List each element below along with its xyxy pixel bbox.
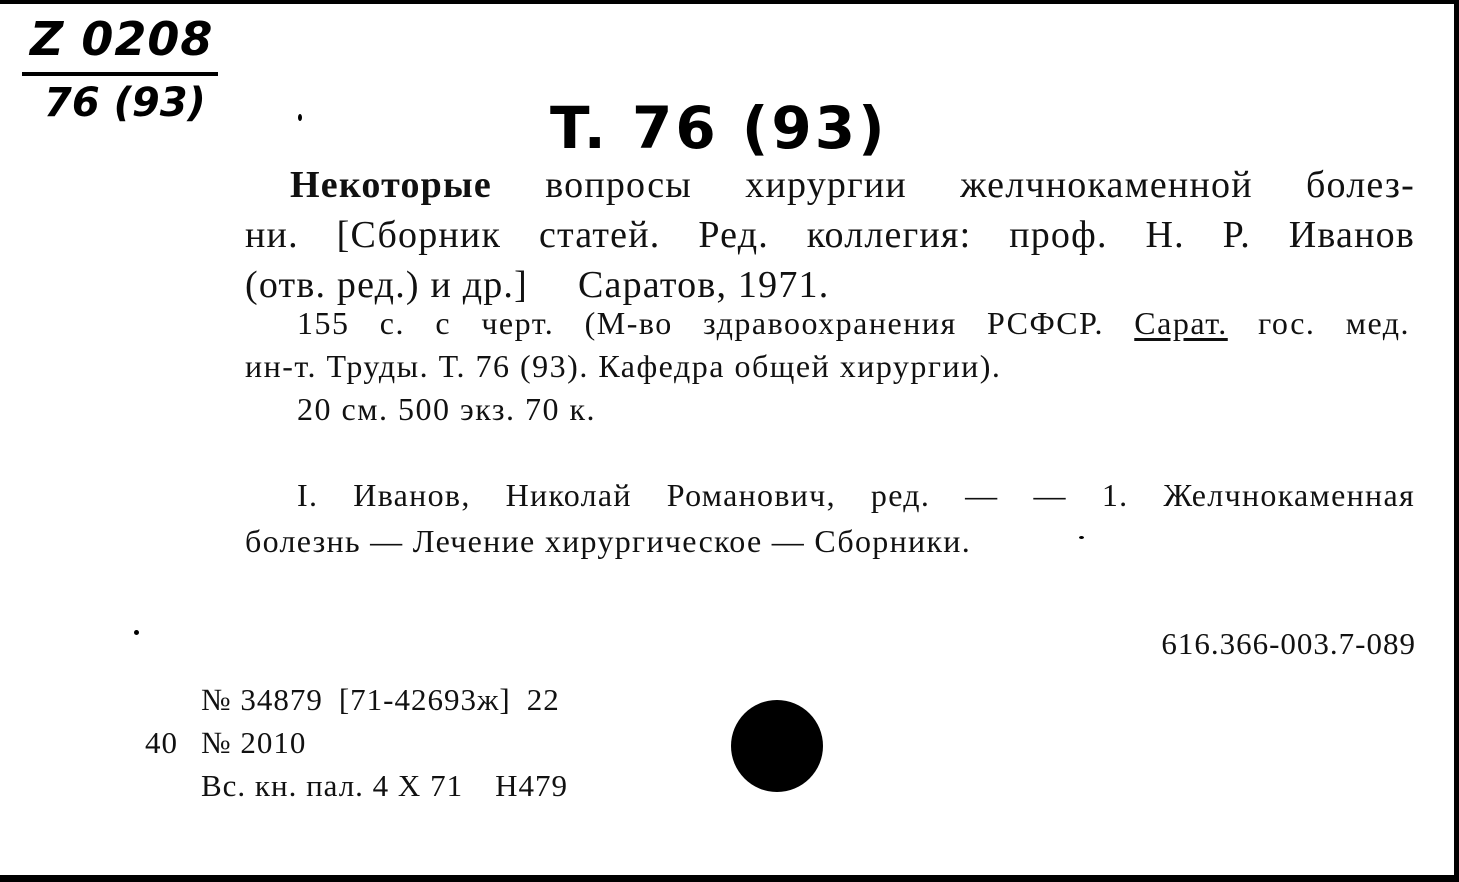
handwritten-shelf-code: 76 (93) xyxy=(44,80,206,126)
registry-line-3 xyxy=(145,764,568,807)
registry-number: № 34879 xyxy=(201,682,323,717)
entry-imprint: Саратов, 1971. xyxy=(577,264,830,306)
registry-prefix: 40 xyxy=(145,725,178,760)
registry-line-1 xyxy=(145,678,568,721)
entry-title-bold: Некоторые xyxy=(290,164,492,206)
entry-title-rest: вопросы хирургии желчнокаменной болез- xyxy=(545,164,1415,206)
udc-classification: 616.366-003.7-089 xyxy=(1161,626,1416,661)
subject-tracings xyxy=(245,472,1415,564)
entry-line-2: ни. [Сборник статей. Ред. коллегия: проф. Н. Р. Иванов xyxy=(245,214,1415,256)
registry-order: [71-42693ж] xyxy=(338,682,511,717)
collation-pagination: 155 с. с черт. (М-во здравоохранения РСФСР. xyxy=(297,305,1104,341)
scan-speck xyxy=(298,114,302,121)
collation-institute: гос. мед. xyxy=(1258,305,1411,341)
registry-chamber: Вс. кн. пал. 4 X 71 xyxy=(201,768,464,803)
collation-note xyxy=(245,302,1410,431)
collation-line-2: ин-т. Труды. Т. 76 (93). Кафедра общей хирургии). xyxy=(245,348,1002,384)
collation-underlined-word: Сарат. xyxy=(1134,305,1228,341)
entry-editors: (отв. ред.) и др.] xyxy=(245,264,528,306)
punched-hole xyxy=(731,700,823,792)
tracing-line-2: болезнь — Лечение хирургическое — Сборники. xyxy=(245,523,972,559)
handwritten-accession-number: Z 0208 xyxy=(30,12,214,66)
registry-suffix: 22 xyxy=(526,682,560,717)
scan-speck xyxy=(134,630,139,635)
collation-line-1 xyxy=(245,302,1410,345)
collation-line-3: 20 см. 500 экз. 70 к. xyxy=(297,391,596,427)
registry-second-number: № 2010 xyxy=(201,725,307,760)
handwritten-volume-mark: T. 76 (93) xyxy=(550,94,888,162)
handwritten-fraction-rule xyxy=(22,72,218,76)
registry-line-2 xyxy=(145,721,568,764)
registry-code: Н479 xyxy=(495,768,568,803)
entry-line-1 xyxy=(245,160,1415,210)
tracing-line-1: I. Иванов, Николай Романович, ред. — — 1. Желчнокаменная xyxy=(297,477,1415,513)
bibliographic-entry xyxy=(245,160,1415,310)
registry-footer xyxy=(145,678,568,807)
